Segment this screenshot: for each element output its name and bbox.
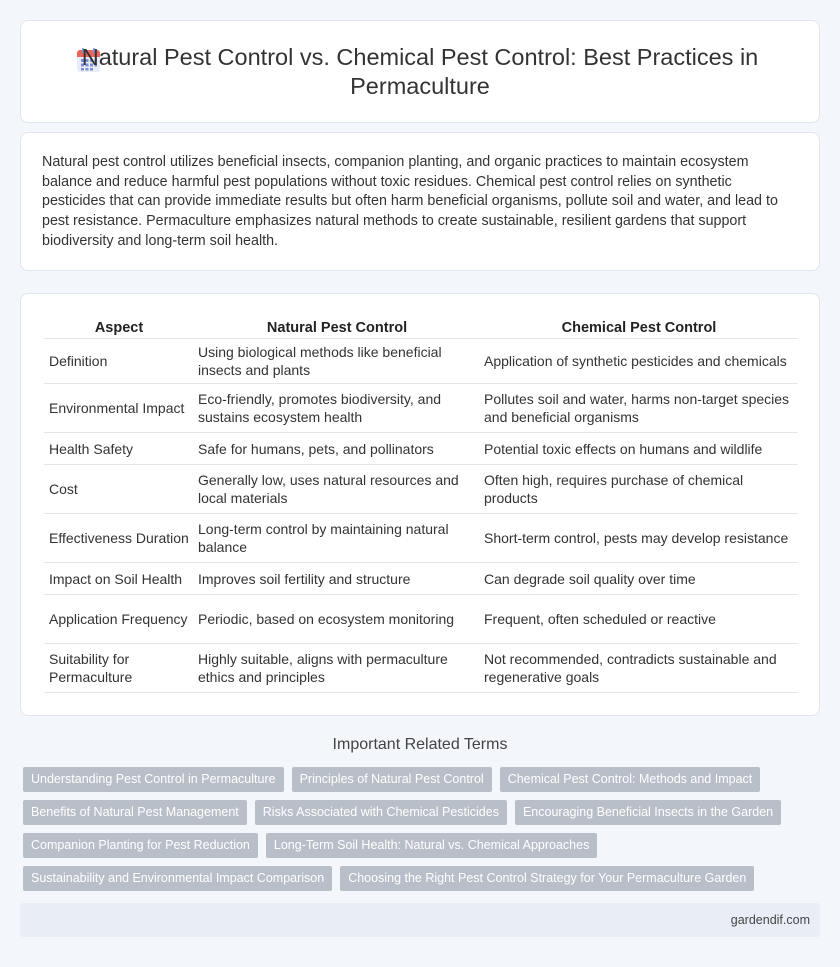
- table-cell: Periodic, based on ecosystem monitoring: [194, 595, 480, 644]
- table-cell: Potential toxic effects on humans and wildlife: [480, 433, 798, 465]
- table-cell: Definition: [44, 339, 194, 384]
- page-title: Natural Pest Control vs. Chemical Pest Control: Best Practices in Permaculture: [81, 43, 759, 99]
- related-terms-heading: Important Related Terms: [332, 736, 508, 753]
- table-cell: Environmental Impact: [44, 384, 194, 433]
- table-cell: Cost: [44, 465, 194, 514]
- table-row: [44, 563, 798, 595]
- related-terms-list: [23, 767, 823, 899]
- table-cell: Short-term control, pests may develop resistance: [480, 514, 798, 563]
- table-header-row: [44, 312, 798, 339]
- title-card: [20, 20, 820, 123]
- related-term-tag[interactable]: Principles of Natural Pest Control: [292, 767, 492, 792]
- related-term-tag[interactable]: Long-Term Soil Health: Natural vs. Chemical Approaches: [266, 833, 597, 858]
- table-cell: Can degrade soil quality over time: [480, 563, 798, 595]
- table-row: [44, 465, 798, 514]
- footer-bar: [20, 903, 820, 937]
- table-row: [44, 339, 798, 384]
- table-cell: Highly suitable, aligns with permaculture ethics and principles: [194, 644, 480, 693]
- table-cell: Not recommended, contradicts sustainable and regenerative goals: [480, 644, 798, 693]
- summary-card: [20, 132, 820, 271]
- comparison-table: [44, 312, 798, 693]
- table-cell: Effectiveness Duration: [44, 514, 194, 563]
- table-row: [44, 644, 798, 693]
- table-cell: Using biological methods like beneficial insects and plants: [194, 339, 480, 384]
- table-cell: Impact on Soil Health: [44, 563, 194, 595]
- related-term-tag[interactable]: Understanding Pest Control in Permaculture: [23, 767, 284, 792]
- table-row: [44, 595, 798, 644]
- related-term-tag[interactable]: Companion Planting for Pest Reduction: [23, 833, 258, 858]
- related-term-tag[interactable]: Sustainability and Environmental Impact Comparison: [23, 866, 332, 891]
- related-term-tag[interactable]: Choosing the Right Pest Control Strategy for Your Permaculture Garden: [340, 866, 754, 891]
- table-cell: Pollutes soil and water, harms non-target species and beneficial organisms: [480, 384, 798, 433]
- related-term-tag[interactable]: Risks Associated with Chemical Pesticides: [255, 800, 507, 825]
- comparison-table-card: [20, 293, 820, 716]
- table-row: [44, 514, 798, 563]
- table-cell: Frequent, often scheduled or reactive: [480, 595, 798, 644]
- related-term-tag[interactable]: Chemical Pest Control: Methods and Impact: [500, 767, 761, 792]
- column-header-aspect: Aspect: [44, 312, 194, 339]
- summary-text: Natural pest control utilizes beneficial insects, companion planting, and organic practices to maintain ecosystem balance and reduce harmful pest populations without toxic residues. Chemical pest control relies on synthetic pesticides that can provide immediate results but often harm beneficial organisms, pollute soil and water, and lead to pest resistance. Permaculture emphasizes natural methods to create sustainable, resilient gardens that support biodiversity and long-term soil health.: [42, 154, 778, 249]
- table-cell: Health Safety: [44, 433, 194, 465]
- footer-site-link[interactable]: gardendif.com: [730, 913, 810, 927]
- column-header-natural: Natural Pest Control: [194, 312, 480, 339]
- table-cell: Suitability for Permaculture: [44, 644, 194, 693]
- table-cell: Often high, requires purchase of chemical products: [480, 465, 798, 514]
- table-cell: Safe for humans, pets, and pollinators: [194, 433, 480, 465]
- table-cell: Application of synthetic pesticides and chemicals: [480, 339, 798, 384]
- related-term-tag[interactable]: Benefits of Natural Pest Management: [23, 800, 247, 825]
- column-header-chemical: Chemical Pest Control: [480, 312, 798, 339]
- table-row: [44, 433, 798, 465]
- table-cell: Generally low, uses natural resources and local materials: [194, 465, 480, 514]
- related-term-tag[interactable]: Encouraging Beneficial Insects in the Garden: [515, 800, 781, 825]
- table-row: [44, 384, 798, 433]
- table-cell: Long-term control by maintaining natural balance: [194, 514, 480, 563]
- table-cell: Application Frequency: [44, 595, 194, 644]
- table-cell: Eco-friendly, promotes biodiversity, and sustains ecosystem health: [194, 384, 480, 433]
- table-cell: Improves soil fertility and structure: [194, 563, 480, 595]
